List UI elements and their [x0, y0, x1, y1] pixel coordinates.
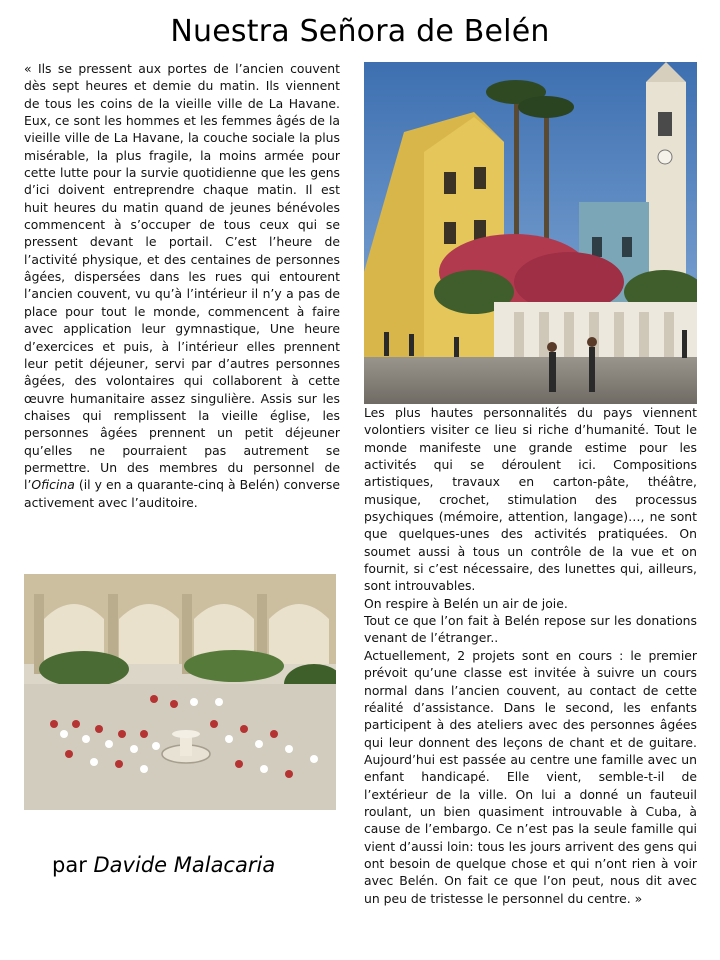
church-photo — [364, 62, 697, 404]
author-byline — [52, 853, 275, 877]
church-photo-image — [364, 62, 697, 404]
article-column-right — [364, 404, 697, 907]
courtyard-photo-image — [24, 574, 336, 810]
article-paragraph — [24, 60, 340, 511]
italic-term: Oficina — [31, 477, 75, 493]
article-paragraph: On respire à Belén un air de joie. — [364, 595, 568, 611]
author-name: Davide Malacaria — [93, 853, 276, 877]
article-paragraph: Tout ce que l’on fait à Belén repose sur les donations venant de l’étranger.. — [364, 613, 697, 646]
article-paragraph: Les plus hautes personnalités du pays viennent volontiers visiter ce lieu si riche d’humanité. Tout le monde manifeste une grande estime pour les activités qui se déroulent ici. Compositions artistiques, travaux en carton-pâte, théâtre, musique, crochet, stimulation des processus psychiques (mémoire, attention, langage)…, ne sont que quelques-unes des activités pratiquées. On soumet aussi à tous un contrôle de la vue et on fournit, si c’est nécessaire, des lunettes qui, ailleurs, sont introuvables. — [364, 405, 697, 594]
byline-prefix: par — [52, 853, 94, 877]
page-title: Nuestra Señora de Belén — [170, 14, 550, 49]
paragraph-text: « Ils se pressent aux portes de l’ancien couvent dès sept heures et demie du matin. Ils viennent de tous les coins de la vieille ville de La Havane. Eux, ce sont les hommes et les femmes âgés de la vieille ville de La Havane, la couche sociale la plus misérable, la plus fragile, la moins armée pour cette lutte pour la survie quotidienne que les gens d’ici doivent entreprendre chaque matin. Il est huit heures du matin quand de jeunes bénévoles commencent à s’occuper de tous ceux qui se pressent devant le portail. C’est l’heure de l’activité physique, et des centaines de personnes âgées, dispersées dans les rues qui entourent l’ancien couvent, vu qu’à l’intérieur il n’y a pas de place pour tout le monde, commencent à faire avec application leur gymnastique, Une heure d’exercices et puis, à l’intérieur elles prennent leur petit déjeuner, servi par d’autres personnes âgées, des volontaires qui collaborent à cette œuvre humanitaire assez singulière. Assis sur les chaises qui remplissent la vieille église, les personnes âgées prennent un petit déjeuner qu’elles ne pourraient pas autrement se permettre. Un des membres du personnel de l’ — [24, 61, 340, 493]
paragraph-text: (il y en a quarante-cinq à Belén) converse activement avec l’auditoire. — [24, 477, 340, 510]
article-column-left — [24, 60, 340, 511]
courtyard-photo — [24, 574, 336, 810]
article-paragraph: Actuellement, 2 projets sont en cours : le premier prévoit qu’une classe est invitée à suivre un cours normal dans l’ancien couvent, au contact de cette réalité d’assistance. Dans le second, les enfants participent à des ateliers avec des personnes âgées qui leur donnent des leçons de chant et de guitare. Aujourd’hui est passée au centre une famille avec un enfant handicapé. Elle vient, semble-t-il de l’extérieur de la ville. On lui a donné un fauteuil roulant, un bien quasiment introuvable à Cuba, à cause de l’embargo. Ce n’est pas la seule famille qui vient d’aussi loin: tous les jours arrivent des gens qui ont besoin de quelque chose et qui n’ont rien à voir avec Belén. On fait ce que l’on peut, nous dit avec un peu de tristesse le personnel du centre. » — [364, 647, 697, 906]
